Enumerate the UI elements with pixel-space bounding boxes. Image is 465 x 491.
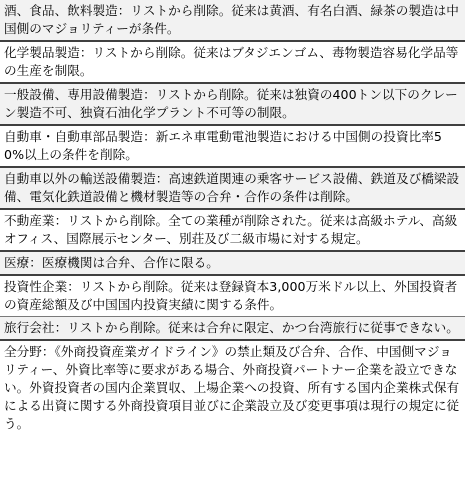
entry-medical: 医療：医療機関は合弁、合作に限る。 (0, 250, 465, 274)
entry-automobile: 自動車・自動車部品製造：新エネ車電動電池製造における中国側の投資比率50%以上の条件を削除。 (0, 124, 465, 166)
entry-transport-equipment: 自動車以外の輸送設備製造：高速鉄道関連の乗客サービス設備、鉄道及び橋梁設備、電気化鉄道設備と機材製造等の合弁・合作の条件は削除。 (0, 166, 465, 208)
entry-food-beverage: 酒、食品、飲料製造：リストから削除。従来は黄酒、有名白酒、緑茶の製造は中国側のマジョリティーが条件。 (0, 0, 465, 40)
entry-chemical: 化学製品製造：リストから削除。従来はブタジエンゴム、毒物製造容易化学品等の生産を制限。 (0, 40, 465, 82)
entry-general-equipment: 一般設備、専用設備製造：リストから削除。従来は独資の400トン以下のクレーン製造不可、独資石油化学プラント不可等の制限。 (0, 82, 465, 124)
entry-all-fields: 全分野：《外商投資産業ガイドライン》の禁止類及び合弁、合作、中国側マジョリティー、外資比率等に要求がある場合、外商投資パートナー企業を設立できない。外資投資者の国内企業買収、上場企業への投資、所有する国内企業株式保有による出資に関する外商投資項目並びに企業設立及び変更事項は現行の規定に従う。 (0, 339, 465, 435)
entry-travel-agency: 旅行会社：リストから削除。従来は合弁に限定、かつ台湾旅行に従事できない。 (0, 316, 465, 339)
entry-real-estate: 不動産業：リストから削除。全ての業種が削除された。従来は高級ホテル、高級オフィス、国際展示センター、別荘及び二級市場に対する規定。 (0, 208, 465, 250)
entry-investment-company: 投資性企業：リストから削除。従来は登録資本3,000万米ドル以上、外国投資者の資産総額及び中国国内投資実績に関する条件。 (0, 274, 465, 316)
